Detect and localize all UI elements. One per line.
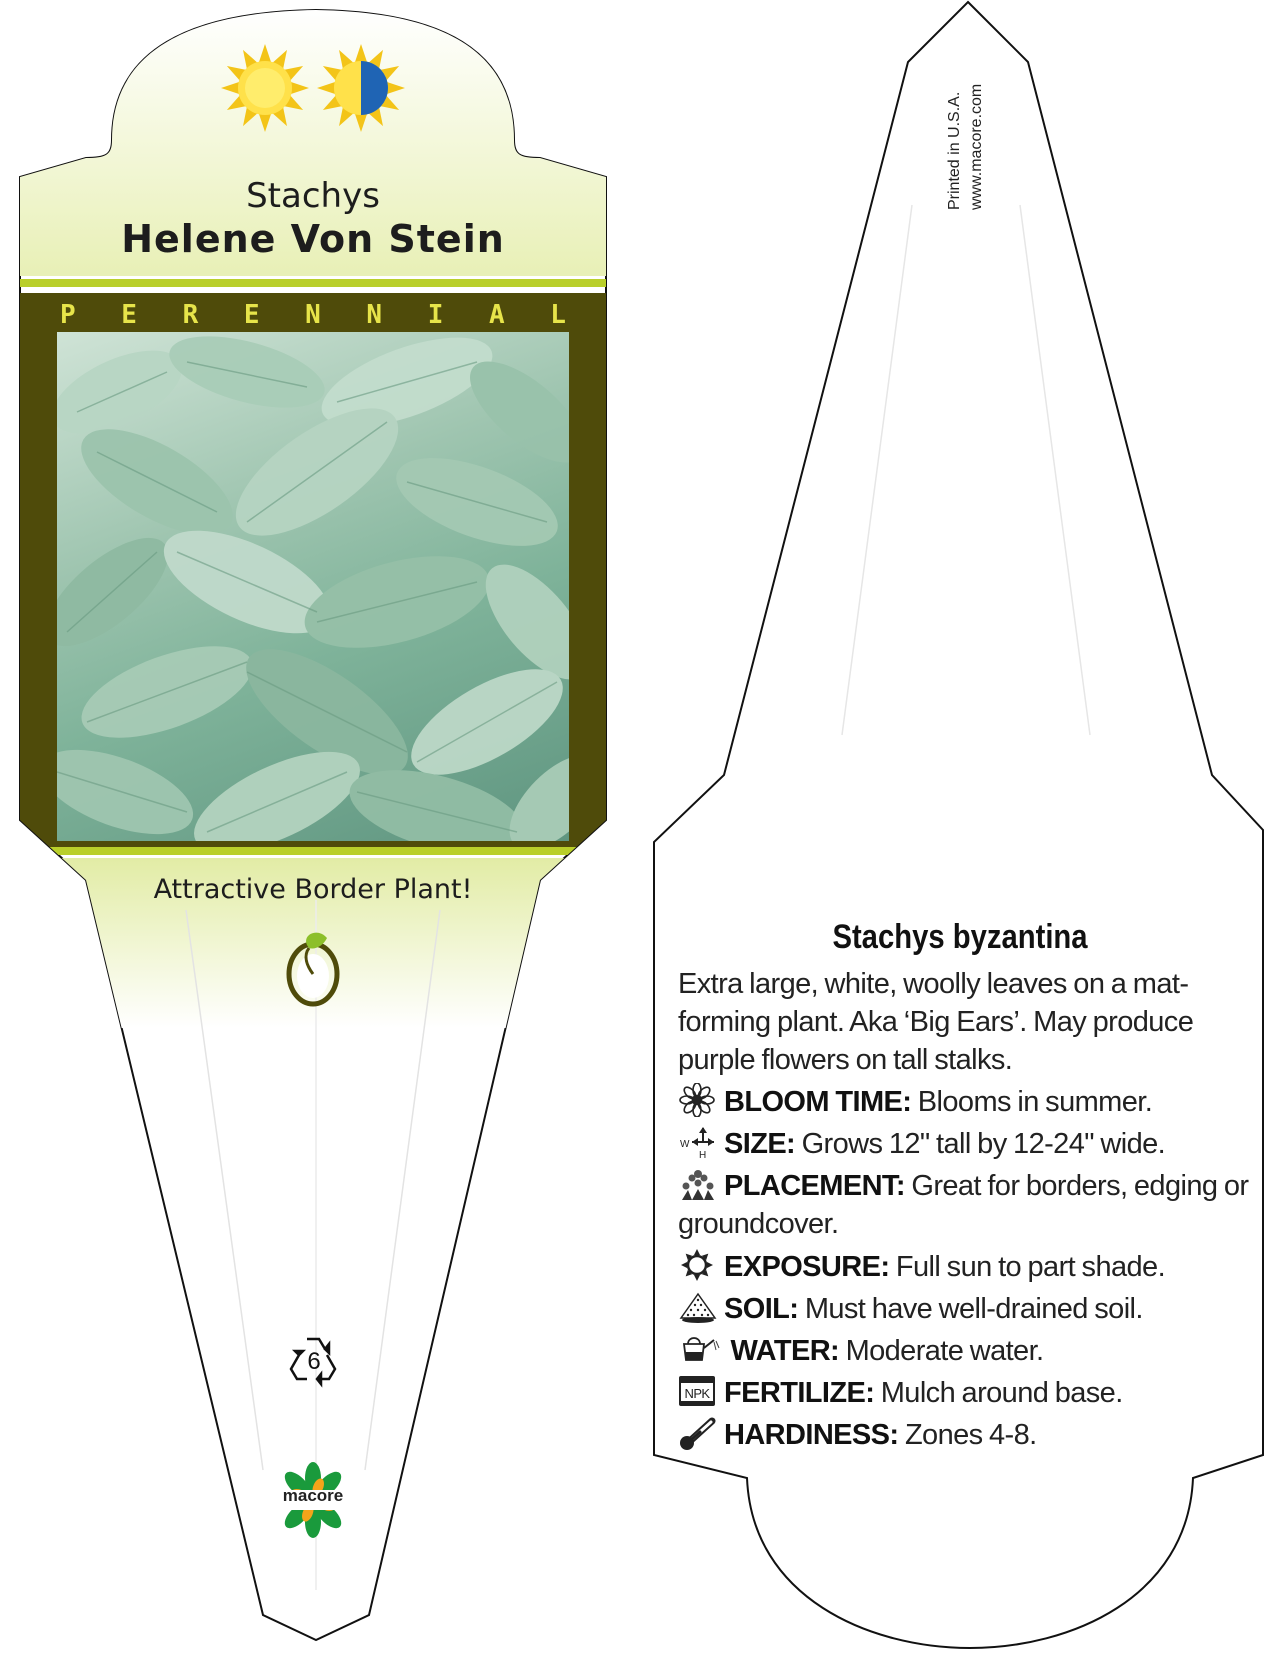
attribute-water [678,1332,1268,1370]
attribute-hardiness [678,1416,1268,1454]
npk-text: NPK [684,1386,710,1401]
plant-photo [57,332,569,841]
soil-icon [678,1290,720,1324]
attribute-fertilize [678,1374,1268,1412]
attribute-label: BLOOM TIME: [724,1086,912,1118]
plant-genus: Stachys [246,176,380,216]
attribute-value: Grows 12" tall by 12-24" wide. [801,1128,1166,1160]
attribute-placement [678,1167,1268,1243]
category-letter: E [121,300,137,330]
npk-icon [678,1374,720,1408]
sun-icon [678,1248,720,1282]
attribute-bloom-time [678,1083,1268,1121]
plant-cultivar: Helene Von Stein [121,217,505,261]
lime-band-top [20,279,606,287]
category-letter: L [550,300,566,330]
category-perennial [20,298,606,332]
category-letter: I [427,300,444,330]
attribute-value: Must have well-drained soil. [804,1293,1143,1325]
recycle-number: 6 [307,1348,321,1375]
attribute-label: WATER: [730,1335,840,1367]
attribute-label: EXPOSURE: [724,1251,890,1283]
attribute-exposure [678,1248,1268,1286]
attribute-value: Great for borders, edging or groundcover. [678,1170,1249,1240]
plant-tagline: Attractive Border Plant! [153,874,473,905]
attribute-size [678,1125,1268,1163]
size-w-letter: W [680,1139,689,1150]
attribute-label: SOIL: [724,1293,799,1325]
attribute-value: Moderate water. [845,1335,1044,1367]
attribute-value: Blooms in summer. [917,1086,1153,1118]
attribute-soil [678,1290,1268,1328]
size-arrows-icon [678,1125,720,1159]
printed-website: www.macore.com [968,83,985,210]
category-letter: N [305,300,321,330]
watering-can-icon [678,1332,720,1366]
attribute-label: SIZE: [724,1128,796,1160]
brand-name: macore [282,1486,344,1505]
placement-icon [678,1167,720,1201]
category-letter: N [366,300,383,330]
scientific-name: Stachys byzantina [832,918,1088,956]
category-letter: E [243,300,260,330]
attribute-label: FERTILIZE: [724,1377,875,1409]
plant-description: Extra large, white, woolly leaves on a mat-forming plant. Aka ‘Big Ears’. May produce purple flowers on tall stalks. [678,968,1194,1076]
category-letter: A [488,300,505,330]
attribute-label: PLACEMENT: [724,1170,905,1202]
attribute-value: Zones 4-8. [904,1419,1037,1451]
lime-band-bottom [20,847,606,855]
attribute-value: Mulch around base. [880,1377,1123,1409]
thermometer-icon [678,1416,720,1450]
printed-info [944,84,988,210]
attribute-value: Full sun to part shade. [895,1251,1166,1283]
printed-country: Printed in U.S.A. [946,91,963,210]
flower-icon [678,1083,720,1117]
category-letter: P [60,300,76,330]
size-h-letter: H [699,1150,706,1159]
attribute-label: HARDINESS: [724,1419,899,1451]
category-letter: R [182,300,199,330]
